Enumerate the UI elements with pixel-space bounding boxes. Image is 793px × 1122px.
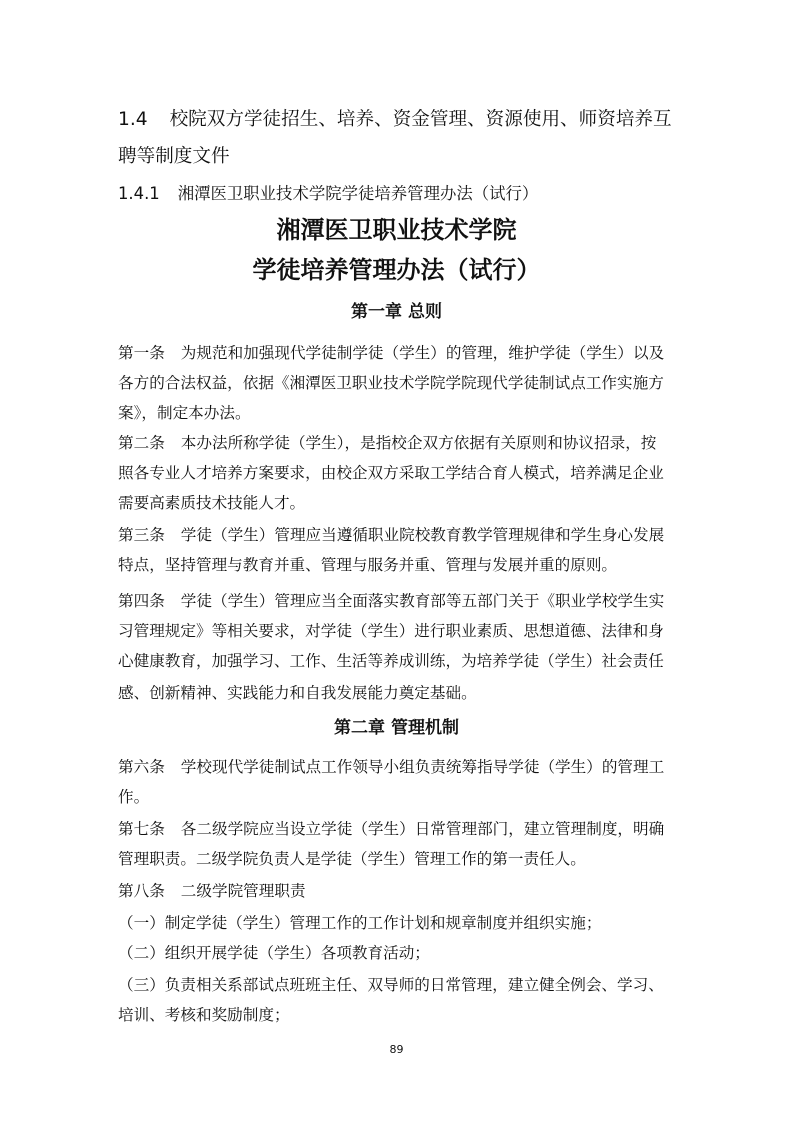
article-text: 二级学院管理职责 xyxy=(180,882,306,900)
article-text: 为规范和加强现代学徒制学徒（学生）的管理，维护学徒（学生）以及 xyxy=(180,344,665,362)
article-label: 第二条 xyxy=(118,434,165,452)
article-label: 第一条 xyxy=(118,344,165,362)
article-text: 各二级学院应当设立学徒（学生）日常管理部门，建立管理制度，明确 xyxy=(180,820,665,838)
section-heading-text: 校院双方学徒招生、培养、资金管理、资源使用、师资培养互 xyxy=(169,109,672,130)
article-line xyxy=(118,881,306,901)
article-line xyxy=(118,591,664,611)
article-line: 照各专业人才培养方案要求，由校企双方采取工学结合育人模式，培养满足企业 xyxy=(118,464,664,482)
article-line xyxy=(118,433,656,453)
document-subtitle: 学徒培养管理办法（试行） xyxy=(252,256,541,284)
article-line: 特点，坚持管理与教育并重、管理与服务并重、管理与发展并重的原则。 xyxy=(118,556,618,574)
list-item: 培训、考核和奖励制度； xyxy=(118,1006,290,1024)
list-item: （二）组织开展学徒（学生）各项教育活动； xyxy=(118,944,430,962)
section-number: 1.4 xyxy=(118,109,148,130)
article-line: 作。 xyxy=(118,788,150,806)
section-heading-1-4 xyxy=(118,108,672,132)
article-text: 学校现代学徒制试点工作领导小组负责统筹指导学徒（学生）的管理工 xyxy=(180,758,665,776)
document-title: 湘潭医卫职业技术学院 xyxy=(276,216,517,244)
subsection-heading-text: 湘潭医卫职业技术学院学徒培养管理办法（试行） xyxy=(177,184,539,203)
article-text: 本办法所称学徒（学生），是指校企双方依据有关原则和协议招录，按 xyxy=(180,434,657,452)
article-line: 管理职责。二级学院负责人是学徒（学生）管理工作的第一责任人。 xyxy=(118,850,586,868)
article-text: 学徒（学生）管理应当全面落实教育部等五部门关于《职业学校学生实 xyxy=(180,592,665,610)
article-line: 心健康教育，加强学习、工作、生活等养成训练，为培养学徒（学生）社会责任 xyxy=(118,652,664,670)
list-item: （三）负责相关系部试点班班主任、双导师的日常管理，建立健全例会、学习、 xyxy=(118,976,664,994)
article-label: 第六条 xyxy=(118,758,165,776)
chapter-2-title: 第二章 管理机制 xyxy=(334,718,459,738)
article-text: 学徒（学生）管理应当遵循职业院校教育教学管理规律和学生身心发展 xyxy=(180,526,665,544)
article-label: 第三条 xyxy=(118,526,165,544)
article-line: 各方的合法权益，依据《湘潭医卫职业技术学院学院现代学徒制试点工作实施方 xyxy=(118,374,664,392)
subsection-number: 1.4.1 xyxy=(118,184,160,203)
article-line xyxy=(118,343,664,363)
article-line: 感、创新精神、实践能力和自我发展能力奠定基础。 xyxy=(118,684,477,702)
article-line xyxy=(118,525,664,545)
page-number: 89 xyxy=(389,1043,404,1056)
article-line: 需要高素质技术技能人才。 xyxy=(118,494,306,512)
article-label: 第八条 xyxy=(118,882,165,900)
list-item: （一）制定学徒（学生）管理工作的工作计划和规章制度并组织实施； xyxy=(118,914,602,932)
article-line: 案》，制定本办法。 xyxy=(118,404,251,422)
section-heading-1-4-cont: 聘等制度文件 xyxy=(118,146,230,167)
section-heading-1-4-1 xyxy=(118,183,538,205)
article-line xyxy=(118,757,664,777)
article-line xyxy=(118,819,664,839)
article-label: 第四条 xyxy=(118,592,165,610)
article-label: 第七条 xyxy=(118,820,165,838)
article-line: 习管理规定》等相关要求，对学徒（学生）进行职业素质、思想道德、法律和身 xyxy=(118,622,664,640)
chapter-1-title: 第一章 总则 xyxy=(351,302,442,322)
